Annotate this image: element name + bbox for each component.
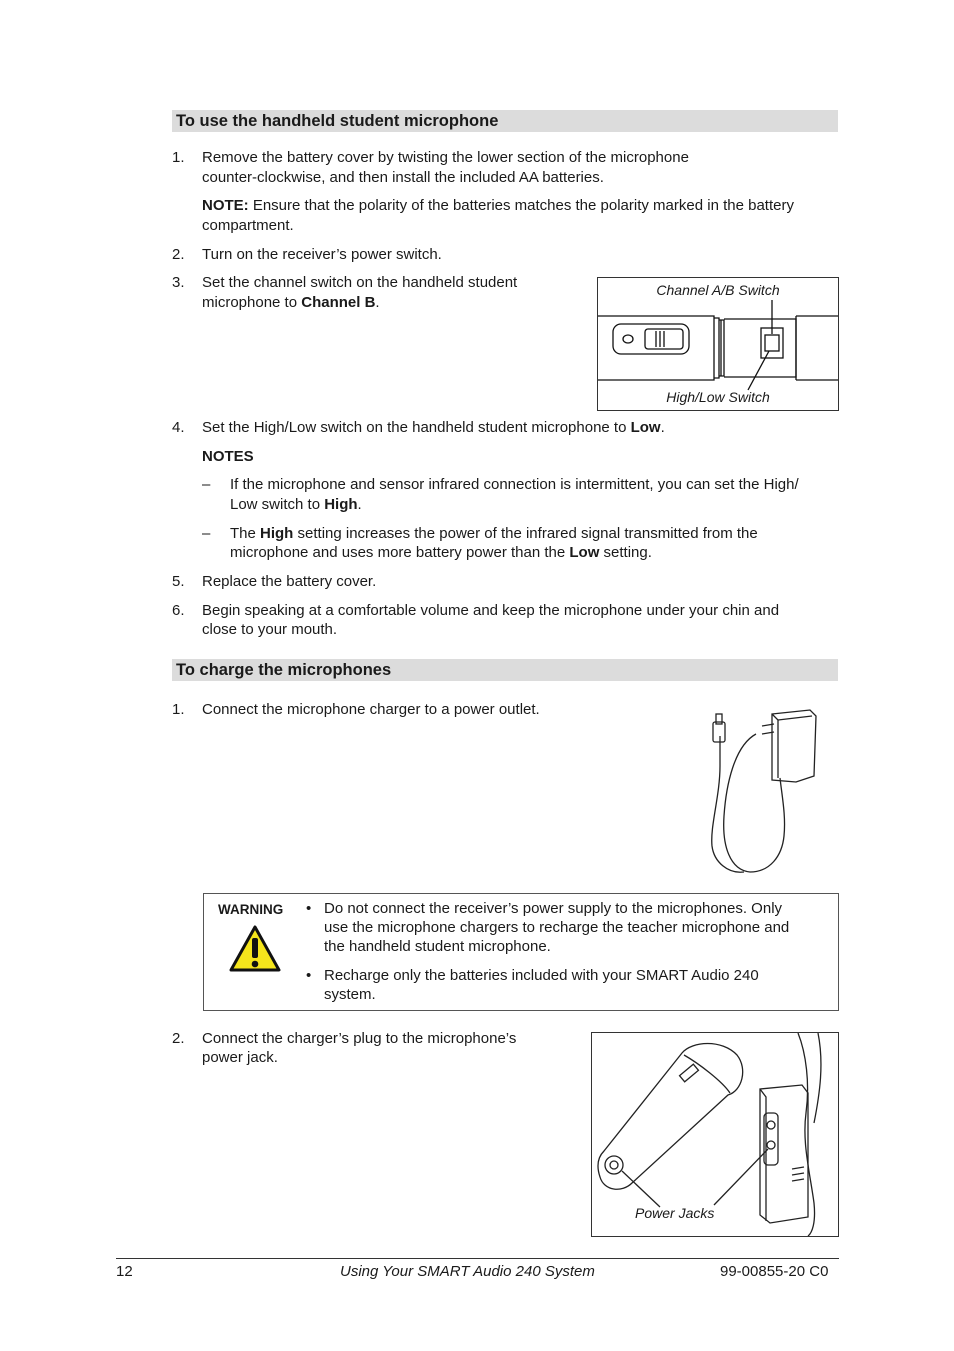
step-number: 2. [172, 1030, 185, 1047]
step-text-bold: Channel B [301, 294, 376, 311]
warning-label: WARNING [218, 902, 284, 917]
step-number: 5. [172, 573, 185, 590]
step-number: 1. [172, 149, 185, 166]
warning-text: Recharge only the batteries included with your SMART Audio 240 [324, 967, 759, 984]
step-number: 3. [172, 274, 185, 291]
step-number: 4. [172, 419, 185, 436]
caption-high-low-switch: High/Low Switch [666, 389, 770, 405]
step-text: close to your mouth. [202, 621, 338, 638]
note-item-bold: High [324, 496, 358, 513]
figure-channel-switch [597, 277, 839, 411]
note-text: Ensure that the polarity of the batteries matches the polarity marked in the battery [248, 197, 794, 214]
figure-power-jacks [591, 1032, 839, 1237]
note-item [230, 543, 652, 563]
step-number: 1. [172, 701, 185, 718]
step-text: Begin speaking at a comfortable volume and keep the microphone under your chin and [202, 602, 780, 619]
step-text-part: . [660, 419, 665, 436]
step-text-part: microphone to [202, 294, 302, 311]
dash-marker: – [202, 476, 211, 493]
step-text: Connect the charger’s plug to the microphone’s [202, 1030, 517, 1047]
warning-text: system. [324, 986, 376, 1003]
note-item-part: setting. [599, 544, 652, 561]
note-item [230, 495, 362, 515]
footer-rule [116, 1258, 839, 1259]
step-text: Turn on the receiver’s power switch. [202, 246, 442, 263]
power-jacks-illustration [592, 1033, 838, 1236]
dash-marker: – [202, 525, 211, 542]
caption-channel-switch: Channel A/B Switch [656, 282, 780, 298]
step-text-bold: Low [630, 419, 661, 436]
note-item-part: . [357, 496, 362, 513]
note-label: NOTE: [202, 197, 249, 214]
step-text [202, 293, 380, 313]
warning-box [203, 893, 839, 1011]
page-number: 12 [116, 1263, 133, 1280]
section-heading-charge: To charge the microphones [172, 659, 838, 681]
section-heading-handheld: To use the handheld student microphone [172, 110, 838, 132]
step-number: 2. [172, 246, 185, 263]
note-item-part: setting increases the power of the infrared signal transmitted from the [293, 525, 758, 542]
step-text: Set the channel switch on the handheld student [202, 274, 518, 291]
note-item [230, 524, 758, 544]
note-item: If the microphone and sensor infrared connection is intermittent, you can set the High/ [230, 476, 799, 493]
bullet: • [306, 967, 312, 984]
caption-power-jacks: Power Jacks [635, 1205, 715, 1221]
step-text: counter-clockwise, and then install the included AA batteries. [202, 169, 604, 186]
note-item-part: The [230, 525, 261, 542]
step-text: Remove the battery cover by twisting the lower section of the microphone [202, 149, 689, 166]
note-item-bold: Low [569, 544, 600, 561]
note-paragraph [202, 196, 794, 216]
notes-label: NOTES [202, 448, 254, 465]
charger-illustration [700, 706, 825, 878]
warning-text: use the microphone chargers to recharge the teacher microphone and [324, 919, 790, 936]
warning-text: the handheld student microphone. [324, 938, 551, 955]
step-text: Connect the microphone charger to a power outlet. [202, 701, 540, 718]
note-item-bold: High [260, 525, 294, 542]
step-number: 6. [172, 602, 185, 619]
note-item-part: microphone and uses more battery power than the [230, 544, 570, 561]
warning-text: Do not connect the receiver’s power supply to the microphones. Only [324, 900, 783, 917]
warning-triangle-icon [228, 924, 282, 974]
footer-doc-id: 99-00855-20 C0 [720, 1263, 829, 1280]
bullet: • [306, 900, 312, 917]
note-text: compartment. [202, 217, 294, 234]
step-text: Replace the battery cover. [202, 573, 377, 590]
footer-title: Using Your SMART Audio 240 System [340, 1263, 595, 1280]
step-text: power jack. [202, 1049, 278, 1066]
step-text-part: Set the High/Low switch on the handheld student microphone to [202, 419, 631, 436]
note-item-part: Low switch to [230, 496, 325, 513]
step-text [202, 418, 665, 438]
step-text-part: . [375, 294, 380, 311]
